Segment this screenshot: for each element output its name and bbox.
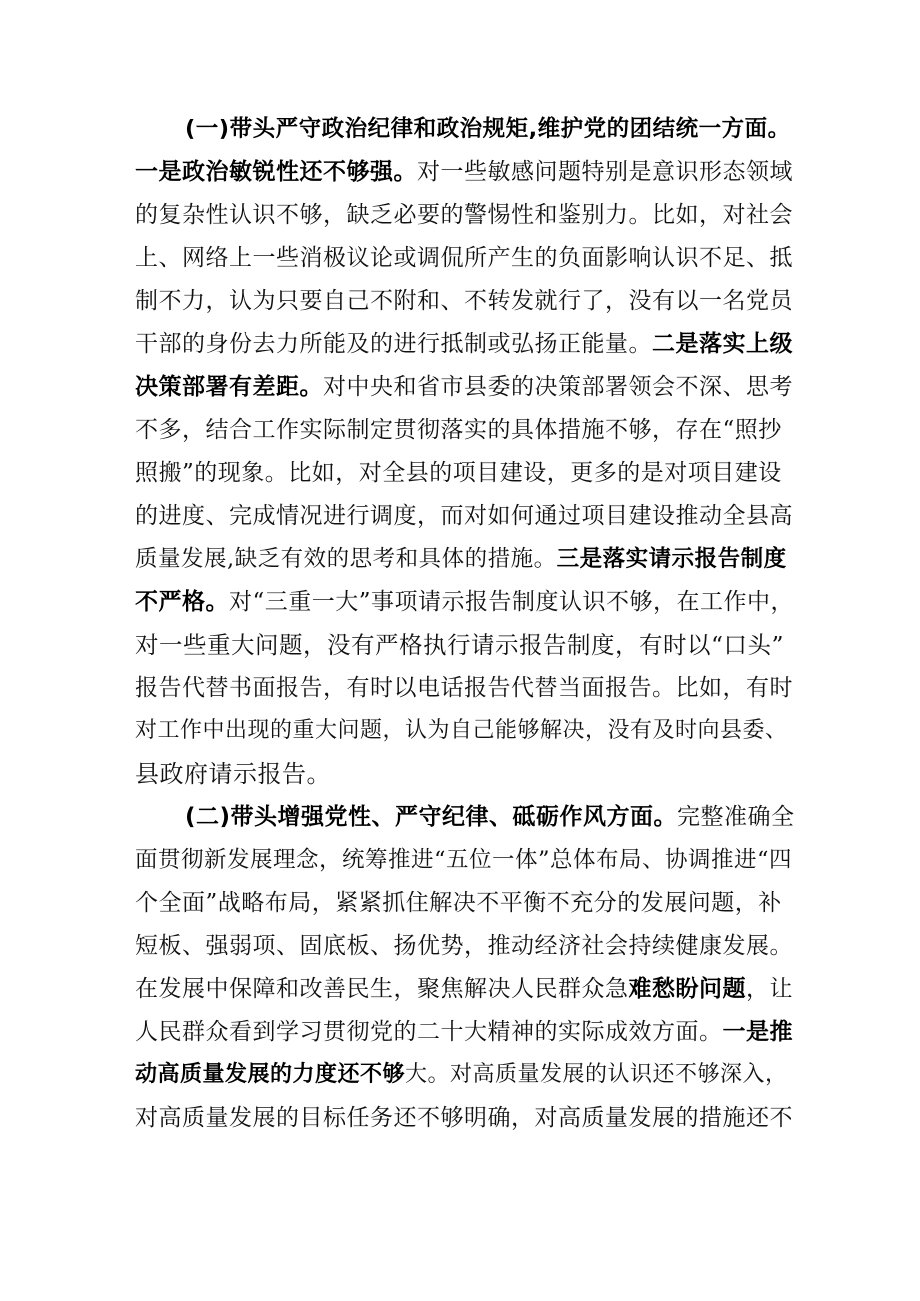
paragraph-line: 上、网络上一些消极议论或调侃所产生的负面影响认识不足、抵 (135, 245, 793, 271)
paragraph-line: 不严格。对“三重一大”事项请示报告制度认识不够，在工作中， (135, 589, 795, 615)
paragraph-line: 对工作中出现的重大问题，认为自己能够解决，没有及时向县委、 (135, 718, 788, 743)
paragraph-line: 的进度、完成情况进行调度，而对如何通过项目建设推动全县高 (135, 503, 793, 529)
paragraph-line: 人民群众看到学习贯彻党的二十大精神的实际成效方面。一是推 (135, 1019, 793, 1045)
paragraph-line: 一是政治敏锐性还不够强。对一些敏感问题特别是意识形态领域 (135, 159, 793, 185)
paragraph-line: 在发展中保障和改善民生，聚焦解决人民群众急难愁盼问题，让 (135, 976, 793, 1002)
paragraph-line: 对高质量发展的目标任务还不够明确，对高质量发展的措施还不 (135, 1105, 793, 1131)
paragraph-line: 报告代替书面报告，有时以电话报告代替当面报告。比如，有时 (135, 675, 793, 701)
paragraph-line: 照搬”的现象。比如，对全县的项目建设，更多的是对项目建设 (135, 460, 782, 486)
paragraph-line: 县政府请示报告。 (135, 760, 331, 788)
paragraph-line: 干部的身份去力所能及的进行抵制或弘扬正能量。二是落实上级 (135, 331, 793, 357)
paragraph-line: 质量发展,缺乏有效的思考和具体的措施。三是落实请示报告制度 (135, 546, 787, 572)
paragraph-line: 的复杂性认识不够，缺乏必要的警惕性和鉴别力。比如，对社会 (135, 202, 793, 228)
paragraph-line: 面贯彻新发展理念，统筹推进“五位一体”总体布局、协调推进“四 (135, 847, 793, 873)
paragraph-line: 决策部署有差距。对中央和省市县委的决策部署领会不深、思考 (135, 374, 793, 400)
paragraph-line: 动高质量发展的力度还不够大。对高质量发展的认识还不够深入， (135, 1062, 788, 1087)
paragraph-line: 个全面”战略布局，紧紧抓住解决不平衡不充分的发展问题，补 (135, 890, 782, 916)
paragraph-line: 制不力，认为只要自己不附和、不转发就行了，没有以一名党员 (135, 288, 793, 314)
heading-section-2: (二)带头增强党性、严守纪律、砥砺作风方面。完整准确全 (185, 804, 795, 830)
paragraph-line: 对一些重大问题，没有严格执行请示报告制度，有时以“口头” (135, 631, 785, 659)
paragraph-line: 不多，结合工作实际制定贯彻落实的具体措施不够，存在“照抄 (135, 417, 782, 443)
paragraph-line: 短板、强弱项、固底板、扬优势，推动经济社会持续健康发展。 (135, 933, 793, 959)
heading-section-1: (一)带头严守政治纪律和政治规矩,维护党的团结统一方面。 (185, 116, 791, 142)
